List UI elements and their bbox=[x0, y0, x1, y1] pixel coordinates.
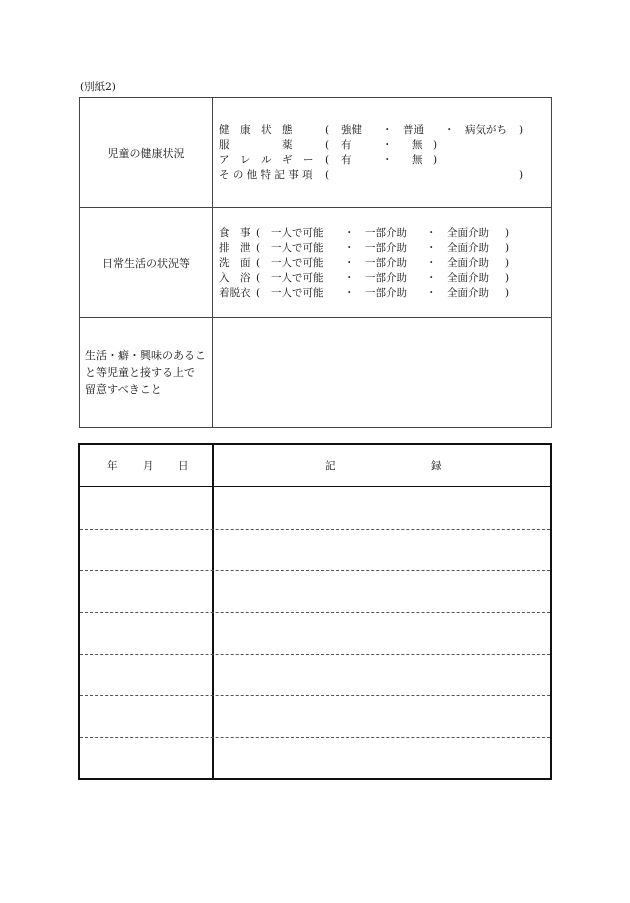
other-notes-item: そ の 他 特 記 事 項 bbox=[219, 169, 313, 181]
daily-life-row bbox=[80, 208, 551, 318]
option-yes: 有 bbox=[341, 154, 352, 166]
other-notes-line bbox=[219, 168, 539, 182]
record-label-part: 録 bbox=[431, 460, 442, 472]
option-separator: ・ bbox=[382, 139, 393, 151]
daily-life-line bbox=[219, 286, 519, 300]
daily-life-content bbox=[213, 208, 551, 317]
face-wash-item: 洗 面 bbox=[219, 257, 251, 269]
option-separator: ・ bbox=[426, 227, 437, 239]
attachment-label: (別紙2) bbox=[80, 81, 116, 93]
meal-item: 食 事 bbox=[219, 227, 251, 239]
option-full-assist: 全面介助 bbox=[447, 227, 489, 239]
option-yes: 有 bbox=[341, 139, 352, 151]
notes-label-line: 留意すべきこと bbox=[85, 383, 162, 396]
month-label: 月 bbox=[143, 460, 154, 472]
open-paren: ( bbox=[325, 124, 330, 136]
close-paren: ) bbox=[505, 257, 510, 269]
close-paren: ) bbox=[505, 287, 510, 299]
option-sickly: 病気がち bbox=[465, 124, 507, 136]
open-paren: ( bbox=[256, 287, 261, 299]
open-paren: ( bbox=[325, 139, 330, 151]
option-independent: 一人で可能 bbox=[271, 272, 324, 284]
allergy-item: ア レ ル ギ ー bbox=[219, 154, 314, 166]
medication-line bbox=[219, 138, 539, 152]
open-paren: ( bbox=[256, 257, 261, 269]
student-info-table bbox=[79, 97, 552, 428]
medication-item: 服 薬 bbox=[219, 139, 293, 151]
option-independent: 一人で可能 bbox=[271, 257, 324, 269]
option-partial-assist: 一部介助 bbox=[365, 287, 407, 299]
option-strong: 強健 bbox=[341, 124, 362, 136]
open-paren: ( bbox=[256, 272, 261, 284]
notes-label-line: 生活・癖・興味のあるこ bbox=[85, 349, 206, 362]
option-separator: ・ bbox=[344, 257, 355, 269]
open-paren: ( bbox=[256, 242, 261, 254]
notes-label bbox=[80, 318, 213, 427]
option-full-assist: 全面介助 bbox=[447, 272, 489, 284]
option-separator: ・ bbox=[344, 287, 355, 299]
option-independent: 一人で可能 bbox=[271, 242, 324, 254]
health-label: 児童の健康状況 bbox=[80, 98, 213, 207]
option-normal: 普通 bbox=[403, 124, 424, 136]
row-divider bbox=[80, 612, 550, 613]
allergy-line bbox=[219, 153, 539, 167]
daily-life-line bbox=[219, 256, 519, 270]
open-paren: ( bbox=[325, 154, 330, 166]
record-header bbox=[214, 459, 552, 473]
option-separator: ・ bbox=[426, 287, 437, 299]
option-no: 無 bbox=[412, 139, 423, 151]
health-status-item: 健 康 状 態 bbox=[219, 124, 293, 136]
option-full-assist: 全面介助 bbox=[447, 287, 489, 299]
option-partial-assist: 一部介助 bbox=[365, 227, 407, 239]
health-content bbox=[213, 98, 551, 207]
row-divider bbox=[80, 654, 550, 655]
daily-life-line bbox=[219, 271, 519, 285]
date-header bbox=[80, 459, 212, 473]
option-partial-assist: 一部介助 bbox=[365, 242, 407, 254]
open-paren: ( bbox=[256, 227, 261, 239]
close-paren: ) bbox=[519, 169, 524, 181]
close-paren: ) bbox=[505, 227, 510, 239]
close-paren: ) bbox=[505, 272, 510, 284]
daily-life-line bbox=[219, 241, 519, 255]
daily-life-label: 日常生活の状況等 bbox=[80, 208, 213, 317]
option-separator: ・ bbox=[344, 227, 355, 239]
toilet-item: 排 泄 bbox=[219, 242, 251, 254]
close-paren: ) bbox=[433, 154, 438, 166]
notes-label-line: と等児童と接する上で bbox=[85, 366, 195, 379]
option-separator: ・ bbox=[382, 154, 393, 166]
health-status-line bbox=[219, 123, 539, 137]
option-separator: ・ bbox=[426, 242, 437, 254]
bath-item: 入 浴 bbox=[219, 272, 251, 284]
notes-field[interactable] bbox=[213, 318, 551, 427]
option-separator: ・ bbox=[382, 124, 393, 136]
row-divider bbox=[80, 695, 550, 696]
option-full-assist: 全面介助 bbox=[447, 257, 489, 269]
notes-row bbox=[80, 318, 551, 427]
header-divider bbox=[80, 486, 550, 487]
record-table bbox=[78, 443, 552, 780]
close-paren: ) bbox=[519, 124, 524, 136]
option-full-assist: 全面介助 bbox=[447, 242, 489, 254]
option-separator: ・ bbox=[444, 124, 455, 136]
daily-life-line bbox=[219, 226, 519, 240]
option-partial-assist: 一部介助 bbox=[365, 257, 407, 269]
close-paren: ) bbox=[505, 242, 510, 254]
day-label: 日 bbox=[178, 460, 189, 472]
row-divider bbox=[80, 529, 550, 530]
option-independent: 一人で可能 bbox=[271, 287, 324, 299]
option-independent: 一人で可能 bbox=[271, 227, 324, 239]
row-divider bbox=[80, 570, 550, 571]
option-no: 無 bbox=[412, 154, 423, 166]
option-separator: ・ bbox=[426, 272, 437, 284]
close-paren: ) bbox=[433, 139, 438, 151]
open-paren: ( bbox=[325, 169, 330, 181]
health-row bbox=[80, 98, 551, 208]
option-partial-assist: 一部介助 bbox=[365, 272, 407, 284]
option-separator: ・ bbox=[344, 242, 355, 254]
dressing-item: 着脱衣 bbox=[219, 287, 251, 299]
year-label: 年 bbox=[107, 460, 118, 472]
record-label-part: 記 bbox=[325, 460, 336, 472]
option-separator: ・ bbox=[344, 272, 355, 284]
option-separator: ・ bbox=[426, 257, 437, 269]
row-divider bbox=[80, 737, 550, 738]
